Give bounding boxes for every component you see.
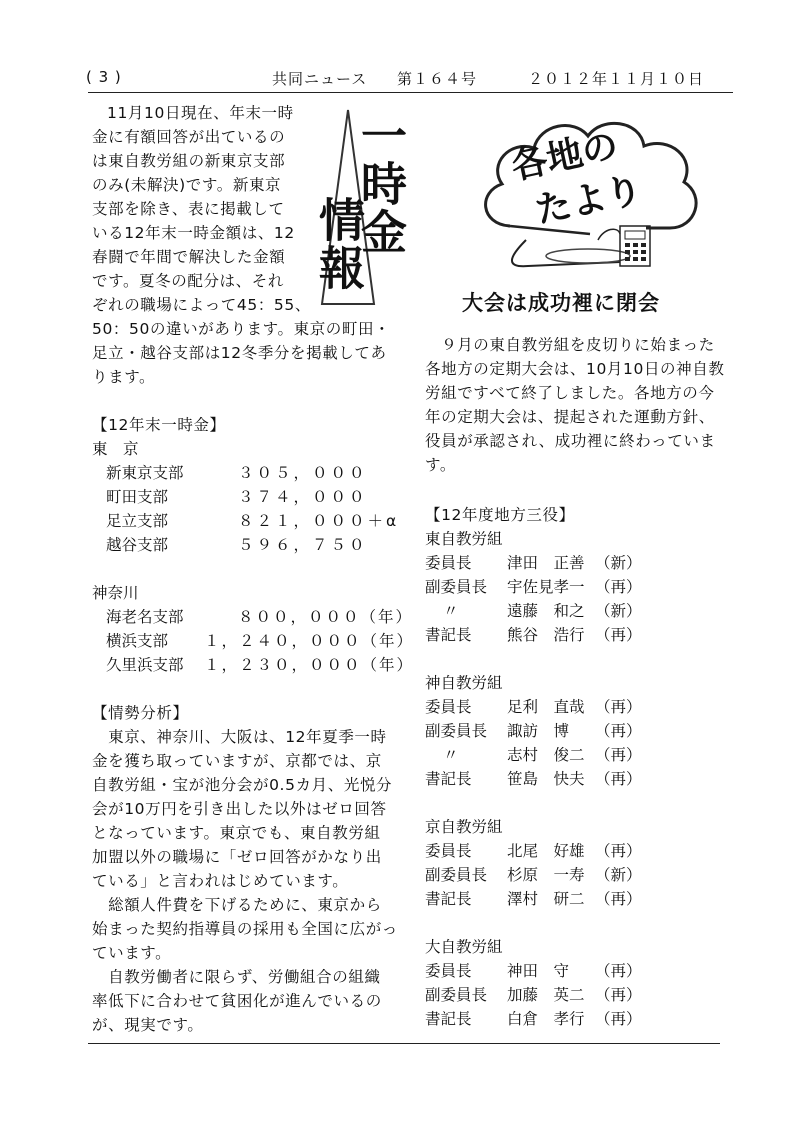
intro-line: 春闘で年間で解決した金額 [92,248,286,266]
intro-line: 支部を除き、表に掲載して [92,200,285,218]
intro-line: です。夏冬の配分は、それ [92,272,284,290]
analysis-line: 総額人件費を下げるために、東京から [92,896,382,914]
branch-amount: ８００，０００（年） [238,608,414,626]
analysis-line: ている」と言われはじめています。 [92,872,349,890]
analysis-heading: 【情勢分析】 [92,704,189,722]
union-name: 神自教労組 [425,674,503,692]
intro-line: ります。 [92,368,156,386]
intro-line: いる12年末一時金額は、12 [92,224,295,242]
news-line: ９月の東自教労組を皮切りに始まった [425,336,715,354]
bonus-badge-text-1: 一時金 [354,112,408,256]
union-name: 大自教労組 [425,938,503,956]
officer-role: 副委員長 [425,866,488,884]
branch-amount: １，２４０，０００（年） [204,632,415,650]
analysis-line: が、現実です。 [92,1016,204,1034]
officer-status: （再） [595,626,642,644]
analysis-line: 始まった契約指導員の採用も全国に広がっ [92,920,398,938]
region-name: 東 京 [92,440,139,458]
union-name: 京自教労組 [425,818,503,836]
page-number: ( 3 ) [86,68,122,86]
local-news-headline: 大会は成功裡に閉会 [462,291,660,315]
branch-name: 海老名支部 [106,608,184,626]
officer-name: 足利 直哉 [507,698,585,716]
officer-name: 北尾 好雄 [507,842,585,860]
officer-role: 書記長 [425,626,472,644]
branch-amount: １，２３０，０００（年） [204,656,415,674]
intro-line: 足立・越谷支部は12冬季分を掲載してあ [92,344,387,362]
analysis-line: 金を獲ち取っていますが、京都では、京 [92,752,382,770]
analysis-line: ています。 [92,944,172,962]
officer-role: 書記長 [425,770,472,788]
cloud-text-2: たより [531,169,646,232]
analysis-line: 会が10万円を引き出した以外はゼロ回答 [92,800,387,818]
intro-line: 50：50の違いがあります。東京の町田・ [92,320,391,338]
officer-name: 笹島 快夫 [507,770,585,788]
news-line: す。 [425,456,456,474]
officer-role: 委員長 [425,698,472,716]
officers-heading: 【12年度地方三役】 [425,506,575,524]
region-name: 神奈川 [92,584,139,602]
intro-line: は東自教労組の新東京支部 [92,152,286,170]
branch-amount: ３７４，０００ [238,488,368,506]
branch-name: 足立支部 [106,512,169,530]
analysis-line: 加盟以外の職場に「ゼロ回答がかなり出 [92,848,382,866]
officer-name: 宇佐見孝一 [507,578,585,596]
officer-status: （再） [595,722,642,740]
analysis-line: 率低下に合わせて貧困化が進んでいるの [92,992,382,1010]
officer-status: （再） [595,986,642,1004]
analysis-line: 自教労組・宝が池分会が0.5カ月、光悦分 [92,776,393,794]
officer-status: （再） [595,890,642,908]
intro-line: 11月10日現在、年末一時 [107,104,294,122]
officer-status: （新） [595,866,642,884]
branch-name: 町田支部 [106,488,169,506]
branch-amount: ８２１，０００＋α [238,512,400,530]
news-line: 年の定期大会は、提起された運動方針、 [425,408,715,426]
bonus-badge-text-2: 情報 [312,196,366,292]
analysis-line: となっています。東京でも、東自教労組 [92,824,381,842]
officer-status: （再） [595,746,642,764]
officer-role: 委員長 [425,962,472,980]
bonus-table-heading: 【12年末一時金】 [92,416,226,434]
officer-name: 熊谷 浩行 [507,626,585,644]
officer-status: （再） [595,698,642,716]
bonus-intro [92,101,390,389]
branch-name: 新東京支部 [106,464,184,482]
publication-title: 共同ニュース [272,70,368,88]
officer-status: （再） [595,842,642,860]
officer-status: （再） [595,1010,642,1028]
officer-name: 神田 守 [507,962,570,980]
branch-name: 横浜支部 [106,632,169,650]
officer-name: 津田 正善 [507,554,585,572]
officer-role: 委員長 [425,554,472,572]
branch-name: 越谷支部 [106,536,169,554]
officer-name: 遠藤 和之 [507,602,585,620]
officer-role: 書記長 [425,1010,472,1028]
officer-name: 澤村 研二 [507,890,585,908]
officer-status: （再） [595,578,642,596]
branch-amount: ３０５，０００ [238,464,368,482]
intro-line: 金に有額回答が出ているの [92,128,286,146]
officer-name: 白倉 孝行 [507,1010,585,1028]
officer-role: 副委員長 [425,722,488,740]
officer-status: （新） [595,554,642,572]
branch-amount: ５９６，７５０ [238,536,368,554]
union-name: 東自教労組 [425,530,503,548]
officer-name: 諏訪 博 [507,722,570,740]
footer-rule [88,1043,720,1044]
officer-status: （新） [595,602,642,620]
news-line: 役員が承認され、成功裡に終わっていま [425,432,716,450]
branch-name: 久里浜支部 [106,656,184,674]
issue-number: 第１６４号 [397,70,478,88]
analysis-line: 東京、神奈川、大阪は、12年夏季一時 [92,728,387,746]
news-line: 労組ですべて終了しました。各地方の今 [425,384,715,402]
news-line: 各地方の定期大会は、10月10日の神自教 [425,360,725,378]
header-rule [88,92,733,93]
analysis-body [92,725,398,1037]
intro-line: のみ(未解決)です。新東京 [92,176,282,194]
analysis-line: 自教労働者に限らず、労働組合の組織 [92,968,381,986]
officer-status: （再） [595,962,642,980]
officer-role: 副委員長 [425,578,488,596]
officer-status: （再） [595,770,642,788]
issue-date: ２０１２年１１月１０日 [528,70,705,88]
officer-name: 志村 俊二 [507,746,585,764]
cloud-text-1: 各地の [507,125,622,188]
officer-role: 〃 [443,602,459,620]
intro-line: ぞれの職場によって45：55、 [92,296,311,314]
officer-role: 〃 [443,746,459,764]
local-news-body [425,333,724,477]
officer-name: 加藤 英二 [507,986,585,1004]
officer-role: 副委員長 [425,986,488,1004]
officer-role: 書記長 [425,890,472,908]
officer-role: 委員長 [425,842,472,860]
officer-name: 杉原 一寿 [507,866,585,884]
